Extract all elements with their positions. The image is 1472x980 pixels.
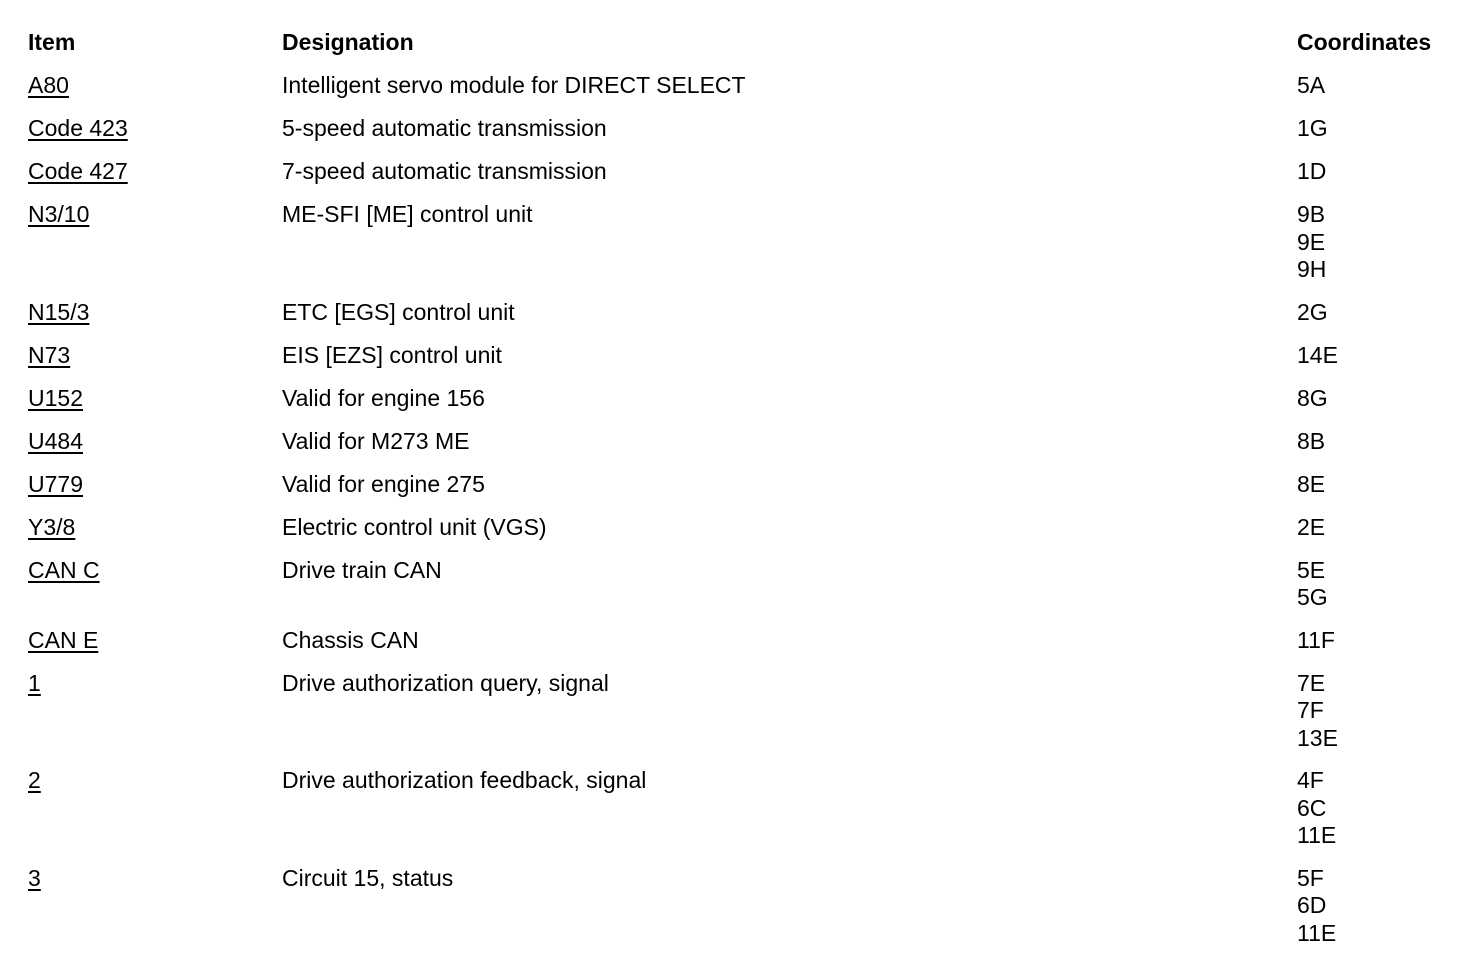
coordinates-cell bbox=[1297, 298, 1448, 326]
table-row bbox=[28, 669, 1448, 752]
table-header bbox=[28, 28, 1448, 58]
item-link[interactable]: 1 bbox=[28, 669, 41, 696]
table-row bbox=[28, 513, 1448, 541]
coordinate-value: 6D bbox=[1297, 892, 1327, 918]
coordinate-value: 5G bbox=[1297, 584, 1328, 610]
table-row bbox=[28, 298, 1448, 326]
item-cell bbox=[28, 384, 282, 412]
designation-cell: ETC [EGS] control unit bbox=[282, 298, 515, 325]
table-row bbox=[28, 71, 1448, 99]
coordinate-value: 8E bbox=[1297, 470, 1326, 497]
item-cell bbox=[28, 200, 282, 283]
table-row bbox=[28, 200, 1448, 283]
coordinates-cell bbox=[1297, 384, 1448, 412]
coordinate-value: 9E bbox=[1297, 228, 1326, 255]
coordinate-value: 6C bbox=[1297, 794, 1327, 821]
header-coordinates: Coordinates bbox=[1297, 29, 1432, 55]
coordinates-cell bbox=[1297, 157, 1448, 185]
coordinate-value: 1G bbox=[1297, 115, 1328, 141]
designation-cell: Valid for engine 275 bbox=[282, 470, 485, 497]
table-row bbox=[28, 626, 1448, 654]
coordinates-cell bbox=[1297, 71, 1448, 99]
designation-cell: Chassis CAN bbox=[282, 626, 419, 653]
table-body bbox=[28, 71, 1448, 946]
item-link[interactable]: CAN E bbox=[28, 626, 99, 653]
coordinate-value: 4F bbox=[1297, 767, 1324, 793]
coordinate-value: 5A bbox=[1297, 72, 1326, 98]
item-cell bbox=[28, 157, 282, 185]
designation-cell: Valid for engine 156 bbox=[282, 384, 485, 411]
header-designation: Designation bbox=[282, 29, 414, 55]
table-row bbox=[28, 470, 1448, 498]
coordinates-cell bbox=[1297, 200, 1448, 283]
legend-table bbox=[28, 28, 1448, 961]
table-row bbox=[28, 556, 1448, 611]
item-cell bbox=[28, 626, 282, 654]
item-link[interactable]: Code 427 bbox=[28, 158, 128, 184]
coordinate-value: 14E bbox=[1297, 341, 1338, 368]
designation-cell: Electric control unit (VGS) bbox=[282, 513, 547, 540]
coordinates-cell bbox=[1297, 626, 1448, 654]
table-row bbox=[28, 341, 1448, 369]
designation-cell: 7-speed automatic transmission bbox=[282, 158, 607, 184]
coordinate-value: 2E bbox=[1297, 513, 1326, 540]
coordinate-value: 8G bbox=[1297, 384, 1328, 411]
item-cell bbox=[28, 864, 282, 947]
table-row bbox=[28, 114, 1448, 142]
designation-cell: EIS [EZS] control unit bbox=[282, 341, 502, 368]
designation-cell: Intelligent servo module for DIRECT SELECT bbox=[282, 72, 746, 98]
item-cell bbox=[28, 470, 282, 498]
table-row bbox=[28, 157, 1448, 185]
coordinate-value: 11E bbox=[1297, 822, 1337, 848]
coordinates-cell bbox=[1297, 864, 1448, 947]
item-cell bbox=[28, 114, 282, 142]
item-link[interactable]: N15/3 bbox=[28, 298, 90, 325]
coordinates-cell bbox=[1297, 513, 1448, 541]
coordinate-value: 9B bbox=[1297, 201, 1326, 227]
item-cell bbox=[28, 766, 282, 849]
designation-cell: Valid for M273 ME bbox=[282, 427, 470, 454]
item-cell bbox=[28, 556, 282, 611]
item-cell bbox=[28, 427, 282, 455]
designation-cell: Drive authorization feedback, signal bbox=[282, 767, 647, 793]
item-link[interactable]: U779 bbox=[28, 470, 83, 497]
coordinate-value: 1D bbox=[1297, 158, 1327, 184]
coordinates-cell bbox=[1297, 470, 1448, 498]
item-cell bbox=[28, 513, 282, 541]
coordinates-cell bbox=[1297, 341, 1448, 369]
item-link[interactable]: 3 bbox=[28, 864, 41, 891]
coordinates-cell bbox=[1297, 114, 1448, 142]
designation-cell: 5-speed automatic transmission bbox=[282, 115, 607, 141]
item-link[interactable]: Y3/8 bbox=[28, 513, 76, 540]
item-cell bbox=[28, 71, 282, 99]
coordinate-value: 7F bbox=[1297, 697, 1324, 723]
coordinate-value: 11E bbox=[1297, 919, 1337, 946]
table-row bbox=[28, 766, 1448, 849]
coordinate-value: 5E bbox=[1297, 556, 1326, 583]
item-link[interactable]: Code 423 bbox=[28, 115, 128, 141]
item-link[interactable]: U152 bbox=[28, 384, 83, 411]
item-cell bbox=[28, 341, 282, 369]
designation-cell: Drive train CAN bbox=[282, 556, 442, 583]
coordinate-value: 11F bbox=[1297, 626, 1335, 653]
designation-cell: Drive authorization query, signal bbox=[282, 669, 609, 696]
item-cell bbox=[28, 669, 282, 752]
table-row bbox=[28, 864, 1448, 947]
coordinate-value: 7E bbox=[1297, 669, 1326, 696]
table-row bbox=[28, 384, 1448, 412]
coordinate-value: 2G bbox=[1297, 298, 1328, 325]
designation-cell: Circuit 15, status bbox=[282, 864, 454, 891]
coordinates-cell bbox=[1297, 427, 1448, 455]
item-link[interactable]: CAN C bbox=[28, 556, 100, 583]
item-link[interactable]: U484 bbox=[28, 427, 83, 454]
item-link[interactable]: 2 bbox=[28, 767, 41, 793]
designation-cell: ME-SFI [ME] control unit bbox=[282, 201, 533, 227]
item-link[interactable]: N73 bbox=[28, 341, 71, 368]
coordinates-cell bbox=[1297, 556, 1448, 611]
coordinate-value: 9H bbox=[1297, 256, 1327, 282]
coordinate-value: 8B bbox=[1297, 427, 1326, 454]
item-link[interactable]: N3/10 bbox=[28, 201, 90, 227]
table-row bbox=[28, 427, 1448, 455]
coordinates-cell bbox=[1297, 669, 1448, 752]
coordinate-value: 5F bbox=[1297, 864, 1324, 891]
item-cell bbox=[28, 298, 282, 326]
item-link[interactable]: A80 bbox=[28, 72, 69, 98]
header-item: Item bbox=[28, 29, 76, 55]
coordinate-value: 13E bbox=[1297, 724, 1338, 751]
coordinates-cell bbox=[1297, 766, 1448, 849]
